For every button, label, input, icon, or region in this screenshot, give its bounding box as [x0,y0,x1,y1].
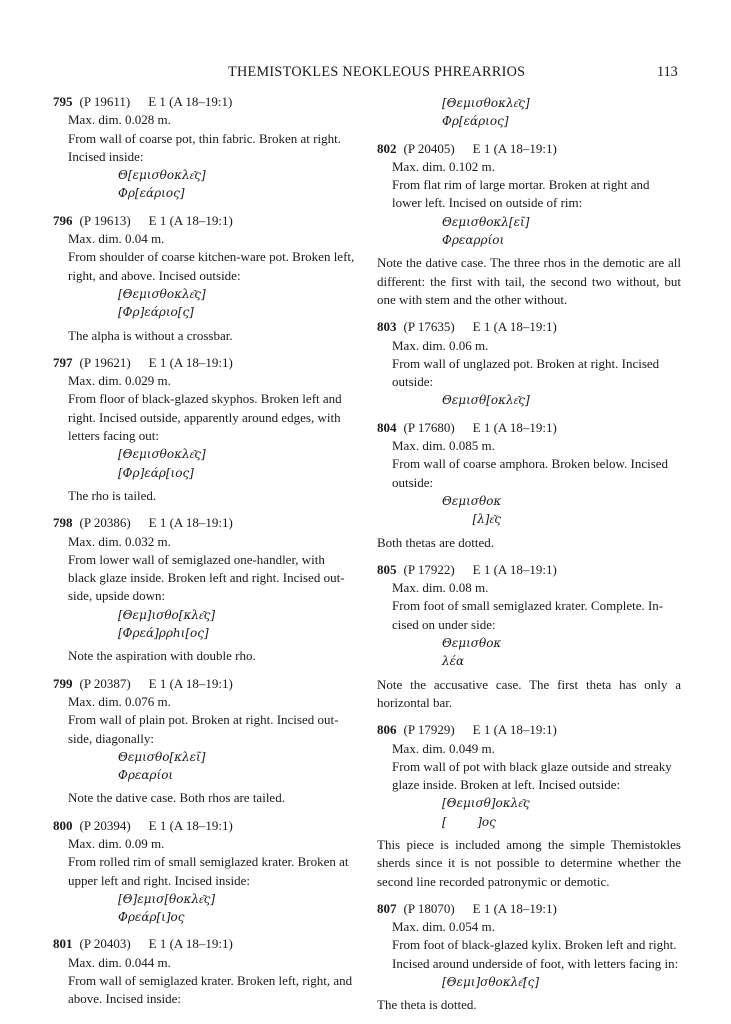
description-line: From flat rim of large mortar. Broken at right and [392,177,650,193]
deposit-reference: E 1 (A 18–19:1) [148,675,233,691]
inventory-number: (P 18070) [403,900,455,916]
catalog-entry [53,675,357,808]
inscription-line: [Θ]εμισ[θοκλε͂ς] [118,891,216,906]
inventory-number: (P 20386) [79,515,131,531]
description-line: Max. dim. 0.102 m. [392,158,495,174]
description-line: From lower wall of semiglazed one-handler, with [68,551,325,567]
deposit-reference: E 1 (A 18–19:1) [148,936,233,952]
description-line: glaze inside. Broken at left. Incised outside: [392,777,621,793]
entry-number: 803 [377,319,397,335]
entry-number: 798 [53,515,73,531]
inscription-line: Θεμισθοκλ[εῖ] [442,214,530,229]
description-line: From wall of unglazed pot. Broken at right. Incised [392,355,660,371]
inscription-line: Φρ[εάριος] [118,186,185,201]
catalog-entry [53,212,357,345]
entry-number: 806 [377,722,397,738]
inventory-number: (P 17929) [403,722,455,738]
deposit-reference: E 1 (A 18–19:1) [472,319,557,335]
entry-heading [53,212,357,230]
right-column [377,94,681,1015]
inventory-number: (P 20405) [403,140,455,156]
catalog-entry [377,318,681,409]
inventory-number: (P 17635) [403,319,455,335]
description-line: From wall of coarse pot, thin fabric. Broken at right. [68,130,341,146]
inventory-number: (P 20394) [79,817,131,833]
description-line: From wall of coarse amphora. Broken below. Incised [392,456,669,472]
catalog-entry [53,935,357,1008]
inscription-line: Φρεαρρίοι [442,233,505,248]
inscription-line: λέα [442,654,465,669]
continued-inscription [377,94,681,131]
inscription-line: Φρ[εάριος] [442,114,509,129]
entry-description [392,158,681,213]
entry-heading [53,935,357,953]
description-line: From wall of plain pot. Broken at right. Incised out- [68,712,339,728]
entry-number: 802 [377,140,397,156]
catalog-entry [53,514,357,665]
catalog-entry [377,140,681,310]
inscription-line: Θεμισθ[οκλε͂ς] [442,393,530,408]
description-line: right. Incised outside, apparently around edges, with [68,409,341,425]
description-line: above. Incised inside: [68,991,181,1007]
entry-heading [377,721,681,739]
description-line: Max. dim. 0.044 m. [68,954,171,970]
entry-number: 799 [53,675,73,691]
entry-description [68,230,357,285]
description-line: From floor of black-glazed skyphos. Broken left and [68,391,342,407]
description-line: cised on under side: [392,616,496,632]
inscription-line: [Θεμισθοκλε͂ς] [442,96,530,110]
description-line: upper left and right. Incised inside: [68,872,250,888]
inscription-line: [ ]ος [442,814,496,829]
commentary-note: The alpha is without a crossbar. [68,327,233,343]
inventory-number: (P 20387) [79,675,131,691]
inventory-number: (P 17680) [403,419,455,435]
inventory-number: (P 19613) [79,212,131,228]
description-line: From foot of black-glazed kylix. Broken left and right. [392,937,677,953]
description-line: Max. dim. 0.08 m. [392,580,489,596]
inscription-line: Φρεαρίοι [118,768,174,783]
inscription-line: Θεμισθοκ [442,636,502,651]
description-line: right, and above. Incised outside: [68,267,241,283]
entry-number: 801 [53,936,73,952]
entry-description [392,918,681,973]
description-line: Incised around underside of foot, with letters facing in: [392,955,679,971]
inscription-line: [Φρ]εάριο[ς] [118,305,194,320]
description-line: Max. dim. 0.06 m. [392,337,489,353]
entry-heading [53,514,357,532]
entry-number: 805 [377,561,397,577]
entry-heading [377,318,681,336]
commentary-note: Note the dative case. The three rhos in the demotic are all different: the first with tail, the second two without, but one with stem and the other without. [377,255,681,307]
entry-heading [53,817,357,835]
description-line: Incised inside: [68,148,144,164]
commentary-note: Note the dative case. Both rhos are tailed. [68,790,285,806]
entry-description [68,835,357,890]
catalog-entry [53,93,357,203]
description-line: outside: [392,374,434,390]
description-line: Max. dim. 0.076 m. [68,693,171,709]
commentary-note: Both thetas are dotted. [377,534,494,550]
description-line: From wall of semiglazed krater. Broken left, right, and [68,973,353,989]
entry-number: 795 [53,94,73,109]
catalog-entry [53,817,357,927]
inscription-line: Φρεάρ[ι]ος [118,910,185,925]
inscription-line: [Θεμισθοκλε͂ς] [118,286,206,301]
description-line: Max. dim. 0.04 m. [68,231,165,247]
inscription-line: [Θεμι]σθοκλε͂[ς] [442,975,540,990]
inventory-number: (P 19611) [79,94,131,109]
commentary-note: The theta is dotted. [377,997,477,1013]
entry-description [68,372,357,445]
commentary-note: Note the accusative case. The first theta has only a horizontal bar. [377,676,681,710]
inscription-line: [λ]ε͂ς [442,512,501,527]
description-line: From rolled rim of small semiglazed krater. Broken at [68,854,349,870]
deposit-reference: E 1 (A 18–19:1) [148,817,233,833]
description-line: side, upside down: [68,588,166,604]
entry-number: 800 [53,817,73,833]
deposit-reference: E 1 (A 18–19:1) [472,900,557,916]
inscription-line: Θεμισθο[κλεῖ] [118,749,206,764]
entry-heading [53,354,357,372]
description-line: From foot of small semiglazed krater. Complete. In- [392,598,664,614]
description-line: side, diagonally: [68,730,154,746]
entry-number: 804 [377,419,397,435]
deposit-reference: E 1 (A 18–19:1) [148,94,233,109]
entry-description [392,579,681,634]
deposit-reference: E 1 (A 18–19:1) [148,212,233,228]
left-column [53,93,357,1009]
catalog-entry [377,721,681,891]
entry-heading [377,900,681,918]
commentary-note: The rho is tailed. [68,487,157,503]
entry-heading [377,140,681,158]
description-line: Max. dim. 0.029 m. [68,373,171,389]
entry-description [392,437,681,492]
deposit-reference: E 1 (A 18–19:1) [148,354,233,370]
catalog-entry [377,900,681,1015]
inscription-line: Θεμισθοκ [442,493,502,508]
entry-description [68,954,357,1009]
description-line: Max. dim. 0.049 m. [392,740,495,756]
entry-heading [53,93,357,111]
entry-heading [53,675,357,693]
description-line: letters facing out: [68,428,159,444]
deposit-reference: E 1 (A 18–19:1) [472,419,557,435]
commentary-note: This piece is included among the simple Themistokles sherds since it is not possible to determine whether the second line recorded patronymic or demotic. [377,836,681,889]
description-line: black glaze inside. Broken left and right. Incised out- [68,570,345,586]
catalog-entry [377,419,681,552]
inscription-line: [Θεμισθ]οκλε͂ς [442,796,530,811]
entry-number: 796 [53,212,73,228]
inventory-number: (P 19621) [79,354,131,370]
entry-description [392,337,681,392]
deposit-reference: E 1 (A 18–19:1) [472,722,557,738]
entry-description [392,740,681,795]
catalog-entry [377,561,681,712]
description-line: From shoulder of coarse kitchen-ware pot. Broken left, [68,249,355,265]
description-line: Max. dim. 0.09 m. [68,835,165,851]
entry-number: 797 [53,354,73,370]
deposit-reference: E 1 (A 18–19:1) [472,561,557,577]
inscription-line: [Φρ]εάρ[ιος] [118,465,194,480]
entry-description [68,533,357,606]
entry-number: 807 [377,900,397,916]
description-line: Max. dim. 0.028 m. [68,112,171,128]
inscription-line: [Θεμ]ισθο[κλε͂ς] [118,607,216,622]
inscription-line: [Θεμισθοκλε͂ς] [118,447,206,462]
commentary-note: Note the aspiration with double rho. [68,648,256,664]
entry-heading [377,419,681,437]
running-header: THEMISTOKLES NEOKLEOUS PHREARRIOS [228,64,526,80]
deposit-reference: E 1 (A 18–19:1) [472,140,557,156]
inscription-line: [Φρεά]ρρhι[ος] [118,626,209,641]
description-line: From wall of pot with black glaze outside and streaky [392,758,672,774]
inventory-number: (P 20403) [79,936,131,952]
entry-description [68,693,357,748]
catalog-entry [53,354,357,505]
description-line: Max. dim. 0.054 m. [392,919,495,935]
entry-description [68,111,357,166]
inventory-number: (P 17922) [403,561,455,577]
page-number: 113 [657,64,678,80]
entry-heading [377,561,681,579]
description-line: Max. dim. 0.085 m. [392,438,495,454]
description-line: outside: [392,474,434,490]
inscription-line: Θ[εμισθοκλε͂ς] [118,168,206,183]
description-line: lower left. Incised on outside of rim: [392,195,583,211]
deposit-reference: E 1 (A 18–19:1) [148,515,233,531]
description-line: Max. dim. 0.032 m. [68,533,171,549]
